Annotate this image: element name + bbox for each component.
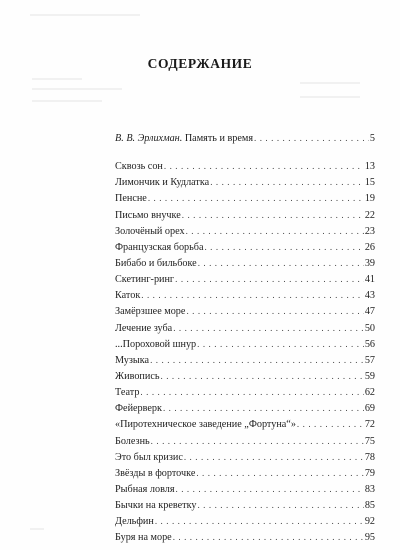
page-title: СОДЕРЖАНИЕ: [147, 56, 253, 71]
bleed-through-mark: [30, 528, 44, 530]
toc-entry-page: 26: [364, 241, 375, 253]
toc-entry-page: 56: [364, 338, 375, 350]
dot-leader: [175, 271, 364, 287]
toc-entry[interactable]: [115, 223, 375, 239]
dot-leader: [141, 287, 364, 303]
dot-leader: [173, 529, 364, 545]
dot-leader: [254, 130, 369, 146]
toc-entry-page: 13: [364, 161, 375, 173]
dot-leader: [182, 207, 364, 223]
toc-entry-page: 79: [364, 467, 375, 479]
toc-entry-page: 39: [364, 257, 375, 269]
toc-entry[interactable]: [115, 190, 375, 206]
toc-entry-label: Живопись: [115, 370, 160, 382]
toc-entry-label: Каток: [115, 290, 141, 302]
toc-entry-page: 41: [364, 274, 375, 286]
dot-leader: [197, 336, 364, 352]
toc-list: [115, 158, 375, 545]
toc-entry-page: 59: [364, 370, 375, 382]
toc-entry-page: 78: [364, 451, 375, 463]
toc-entry-page: 23: [364, 225, 375, 237]
dot-leader: [184, 449, 364, 465]
toc-entry-page: 43: [364, 290, 375, 302]
toc-entry-label: Буря на море: [115, 532, 172, 544]
toc-entry-page: 47: [364, 306, 375, 318]
toc-entry-label: ...Пороховой шнур: [115, 338, 197, 350]
toc-entry-page: 72: [364, 419, 375, 431]
toc-entry-label: Письмо внучке: [115, 209, 181, 221]
bleed-through-mark: [32, 88, 122, 90]
toc-entry-page: 92: [364, 516, 375, 528]
toc-entry-page: 22: [364, 209, 375, 221]
toc-entry-author: В. В. Эрлихман.: [115, 133, 183, 144]
dot-leader: [196, 465, 363, 481]
dot-leader: [186, 303, 363, 319]
toc-entry[interactable]: [115, 497, 375, 513]
toc-entry-label: [115, 131, 254, 146]
bleed-through-mark: [300, 82, 360, 84]
toc-entry-page: 83: [364, 483, 375, 495]
toc-entry-page: 85: [364, 500, 375, 512]
toc-entry[interactable]: [115, 416, 375, 432]
dot-leader: [163, 400, 364, 416]
bleed-through-mark: [300, 96, 360, 98]
toc-entry-intro[interactable]: [115, 130, 375, 146]
toc-entry[interactable]: [115, 303, 375, 319]
toc-entry-page: 5: [369, 133, 375, 144]
toc-entry[interactable]: [115, 271, 375, 287]
toc-entry-page: 57: [364, 354, 375, 366]
toc-entry-label: Фейерверк: [115, 403, 162, 415]
toc-entry-label: Звёзды в форточке: [115, 467, 196, 479]
toc-entry-label: Лимончик и Кудлатка: [115, 177, 210, 189]
toc-entry-label: Французская борьба: [115, 241, 204, 253]
toc-entry[interactable]: [115, 529, 375, 545]
toc-entry-label: Дельфин: [115, 516, 154, 528]
toc-entry-label: Театр: [115, 387, 140, 399]
toc-entry[interactable]: [115, 158, 375, 174]
toc-entry[interactable]: [115, 384, 375, 400]
dot-leader: [155, 513, 364, 529]
toc-entry-page: 95: [364, 532, 375, 544]
bleed-through-mark: [32, 100, 102, 102]
toc-entry-label: Скетинг-ринг: [115, 274, 175, 286]
dot-leader: [140, 384, 363, 400]
toc-entry-page: 15: [364, 177, 375, 189]
dot-leader: [198, 255, 364, 271]
toc-entry[interactable]: [115, 239, 375, 255]
toc-entry-page: 19: [364, 193, 375, 205]
toc-entry[interactable]: [115, 336, 375, 352]
toc-entry[interactable]: [115, 255, 375, 271]
dot-leader: [173, 320, 364, 336]
toc-entry-page: 69: [364, 403, 375, 415]
toc-entry-label: Сквозь сон: [115, 161, 163, 173]
dot-leader: [297, 416, 364, 432]
toc-entry[interactable]: [115, 449, 375, 465]
toc-entry-label: Рыбная ловля: [115, 483, 175, 495]
toc-entry-page: 50: [364, 322, 375, 334]
toc-entry-label: Болезнь: [115, 435, 150, 447]
toc-entry-label: Золочёный орех: [115, 225, 185, 237]
toc-entry[interactable]: [115, 481, 375, 497]
toc-entry-label: Бычки на креветку: [115, 500, 197, 512]
toc-entry-label: Лечение зуба: [115, 322, 173, 334]
bleed-through-mark: [32, 78, 82, 80]
toc-entry-label: Это был кризис: [115, 451, 183, 463]
toc-entry[interactable]: [115, 320, 375, 336]
toc-entry[interactable]: [115, 513, 375, 529]
toc-entry-label: «Пиротехническое заведение „Фортуна“»: [115, 419, 296, 431]
toc-entry[interactable]: [115, 433, 375, 449]
dot-leader: [186, 223, 364, 239]
toc-entry-title: Память и время: [184, 133, 254, 144]
dot-leader: [148, 190, 364, 206]
dot-leader: [176, 481, 364, 497]
bleed-through-mark: [30, 14, 140, 16]
table-of-contents: [115, 130, 375, 546]
toc-entry[interactable]: [115, 368, 375, 384]
toc-entry[interactable]: [115, 465, 375, 481]
toc-entry[interactable]: [115, 400, 375, 416]
toc-entry-label: Музыка: [115, 354, 150, 366]
toc-entry[interactable]: [115, 352, 375, 368]
toc-entry-page: 62: [364, 387, 375, 399]
dot-leader: [204, 239, 363, 255]
toc-entry-page: 75: [364, 435, 375, 447]
toc-entry-label: Бибабо и бильбоке: [115, 257, 197, 269]
dot-leader: [210, 174, 364, 190]
dot-leader: [164, 158, 364, 174]
dot-leader: [151, 433, 364, 449]
toc-entry[interactable]: [115, 174, 375, 190]
dot-leader: [161, 368, 364, 384]
dot-leader: [150, 352, 364, 368]
toc-entry[interactable]: [115, 207, 375, 223]
toc-entry-label: Замёрзшее море: [115, 306, 186, 318]
toc-entry-label: Пенсне: [115, 193, 147, 205]
dot-leader: [197, 497, 363, 513]
toc-entry[interactable]: [115, 287, 375, 303]
